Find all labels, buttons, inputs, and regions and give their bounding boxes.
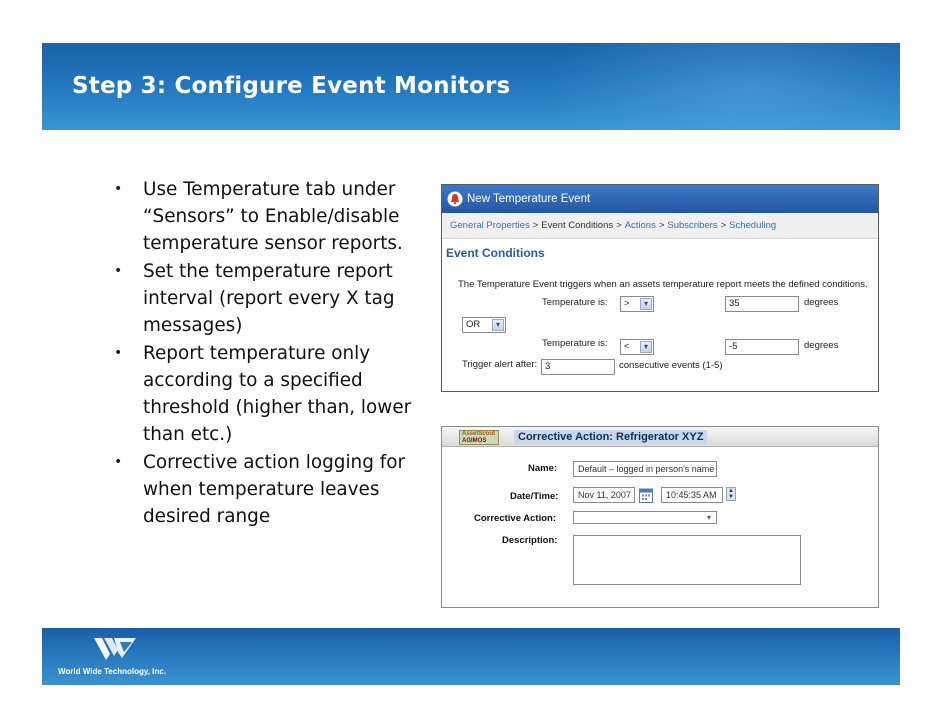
chevron-down-icon: ▾ <box>640 298 652 310</box>
bullet-item <box>108 449 428 530</box>
crumb-subscribers[interactable]: Subscribers <box>667 220 718 231</box>
bullet-line: when temperature leaves <box>143 479 380 500</box>
trigger-count-input[interactable]: 3 <box>541 359 615 375</box>
logic-operator-value: OR <box>466 319 481 330</box>
wwt-logo-icon <box>92 634 138 664</box>
corrective-action-select[interactable] <box>573 511 717 524</box>
bullet-line: according to a specified <box>143 370 363 391</box>
condition2-value-input[interactable]: -5 <box>725 339 799 355</box>
bullet-dot-icon: • <box>114 454 123 470</box>
time-spinner-icon[interactable]: ▲ ▼ <box>726 487 736 501</box>
bullet-line: interval (report every X tag <box>143 288 395 309</box>
chevron-down-icon: ▾ <box>707 513 712 522</box>
section-heading: Event Conditions <box>446 246 545 260</box>
alert-bell-icon <box>447 191 463 207</box>
bullet-line: desired range <box>143 506 271 527</box>
crumb-separator: > <box>658 220 665 231</box>
condition1-value-input[interactable]: 35 <box>725 296 799 312</box>
chevron-down-icon: ▾ <box>492 319 504 331</box>
panel-header <box>442 427 878 447</box>
panel-header <box>442 185 878 213</box>
datetime-label: Date/Time: <box>510 491 559 502</box>
condition2-unit: degrees <box>804 340 839 351</box>
bullet-line: Report temperature only <box>143 343 371 364</box>
bullet-line: temperature sensor reports. <box>143 233 403 254</box>
bullet-dot-icon: • <box>114 345 123 361</box>
condition1-unit: degrees <box>804 297 839 308</box>
title-band <box>42 43 900 130</box>
bullet-line: messages) <box>143 315 243 336</box>
temperature-event-panel <box>441 184 879 392</box>
bullet-item <box>108 258 428 339</box>
description-textarea[interactable] <box>573 535 801 585</box>
bullet-line: Use Temperature tab under <box>143 179 396 200</box>
condition1-label: Temperature is: <box>542 297 608 308</box>
bullet-dot-icon: • <box>114 181 123 197</box>
bullet-line: “Sensors” to Enable/disable <box>143 206 400 227</box>
description-label: Description: <box>502 535 558 546</box>
trigger-label: Trigger alert after: <box>462 359 538 370</box>
calendar-icon[interactable] <box>639 487 653 503</box>
logic-operator-select[interactable] <box>462 317 506 333</box>
corrective-action-label: Corrective Action: <box>474 513 556 524</box>
condition1-operator-select[interactable] <box>620 296 654 312</box>
condition2-label: Temperature is: <box>542 338 608 349</box>
crumb-separator: > <box>720 220 727 231</box>
slide-title: Step 3: Configure Event Monitors <box>72 73 511 99</box>
condition2-operator-value: < <box>624 341 630 352</box>
breadcrumb <box>442 213 878 239</box>
bullet-list <box>108 176 428 531</box>
event-description: The Temperature Event triggers when an assets temperature report meets the defined conditions. <box>458 279 868 290</box>
company-name: World Wide Technology, Inc. <box>58 667 166 676</box>
name-label: Name: <box>528 463 558 474</box>
footer-band <box>42 628 900 685</box>
crumb-general-properties[interactable]: General Properties <box>450 220 530 231</box>
crumb-separator: > <box>532 220 539 231</box>
panel-title: Corrective Action: Refrigerator XYZ <box>514 430 707 444</box>
bullet-line: Set the temperature report <box>143 261 393 282</box>
date-input[interactable]: Nov 11, 2007 <box>573 487 635 503</box>
condition1-operator-value: > <box>624 298 630 309</box>
bullet-item <box>108 176 428 257</box>
condition2-operator-select[interactable] <box>620 339 654 355</box>
bullet-line: threshold (higher than, lower <box>143 397 412 418</box>
panel-title: New Temperature Event <box>467 193 591 205</box>
corrective-action-panel <box>441 426 879 608</box>
crumb-event-conditions[interactable]: Event Conditions <box>541 220 614 231</box>
time-input[interactable]: 10:45:35 AM <box>661 487 723 503</box>
bullet-item <box>108 340 428 448</box>
chevron-down-icon: ▾ <box>640 341 652 353</box>
trigger-suffix: consecutive events (1-5) <box>619 360 723 371</box>
bullet-line: Corrective action logging for <box>143 452 406 473</box>
name-input[interactable]: Default – logged in person's name <box>573 461 717 477</box>
logo-line1: AssetScout <box>462 431 496 437</box>
bullet-line: than etc.) <box>143 424 233 445</box>
assetscout-logo <box>459 430 499 445</box>
logo-line2: AGIMOS <box>462 438 487 444</box>
crumb-separator: > <box>616 220 622 231</box>
crumb-scheduling[interactable]: Scheduling <box>729 220 777 231</box>
crumb-actions[interactable]: Actions <box>624 220 656 231</box>
bullet-dot-icon: • <box>114 263 123 279</box>
